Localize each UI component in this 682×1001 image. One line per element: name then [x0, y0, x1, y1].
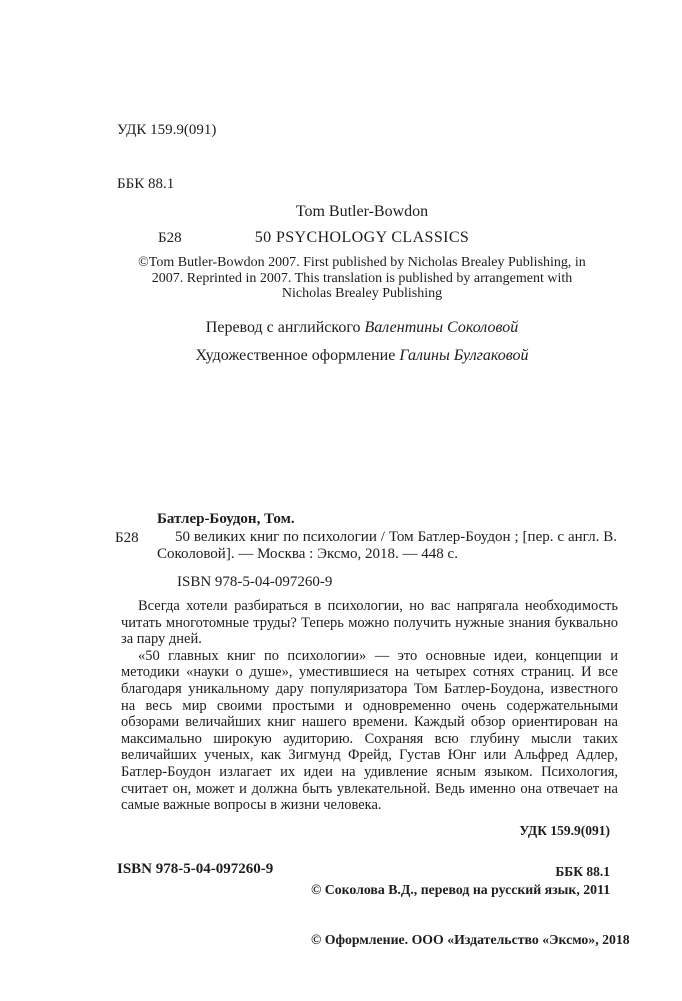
original-edition-block [92, 203, 632, 302]
footer-copyright-block [311, 849, 630, 981]
catalog-isbn: ISBN 978-5-04-097260-9 [177, 573, 333, 590]
original-copyright-notice: ©Tom Butler-Bowdon 2007. First published by Nicholas Brealey Publishing, in 2007. Reprinted in 2007. This translation is published by arrangement with Nicholas Brealey Publishing [138, 255, 586, 302]
bottom-udk-code: УДК 159.9(091) [519, 823, 610, 838]
designer-name: Галины Булгаковой [399, 347, 529, 364]
author-sign: Б28 [158, 230, 182, 246]
original-author: Tom Butler-Bowdon [295, 203, 429, 220]
credits-block [92, 319, 632, 365]
copyright-design-line: © Оформление. ООО «Издательство «Эксмо», 2018 [311, 931, 630, 947]
design-credit [92, 347, 632, 365]
bottom-bbk-code: ББК 88.1 [555, 863, 610, 879]
annotation-block [121, 598, 618, 814]
original-title: 50 PSYCHOLOGY CLASSICS [254, 229, 470, 246]
catalog-body [157, 511, 617, 591]
annotation-paragraph-1: Всегда хотели разбираться в психологии, но вас напрягала необходимость читать многотомные труды? Теперь можно получить нужные знания буквально за пару дней. [121, 598, 618, 648]
design-credit-label: Художественное оформление [195, 347, 396, 364]
catalog-entry [117, 511, 617, 591]
catalog-author-sign: Б28 [115, 530, 139, 546]
translator-name: Валентины Соколовой [364, 319, 519, 336]
bbk-code: ББК 88.1 [117, 176, 175, 192]
footer-isbn: ISBN 978-5-04-097260-9 [117, 861, 274, 877]
catalog-author-heading: Батлер-Боудон, Том. [157, 511, 295, 527]
copyright-translation-line: © Соколова В.Д., перевод на русский язык, 2011 [311, 882, 611, 897]
annotation-paragraph-2: «50 главных книг по психологии» — это основные идеи, концепции и методики «науки о душе», уместившиеся на четырех сотнях страниц. И все благодаря уникальному дару популяризатора Том Батлер-Боудона, известного на весь мир своими простыми и одновременно очень содержательными обзорами величайших книг нашего времени. Каждый обзор ориентирован на максимально широкую аудиторию. Сохраняя всю глубину мысли таких величайших ученых, как Зигмунд Фрейд, Густав Юнг или Альфред Адлер, Батлер-Боудон излагает их идеи на удивление ясным языком. Психология, считает он, может и должна быть увлекательной. Ведь именно она отвечает на самые важные вопросы в жизни человека. [121, 647, 618, 814]
udk-code: УДК 159.9(091) [117, 122, 217, 138]
catalog-description: 50 великих книг по психологии / Том Батлер-Боудон ; [пер. с англ. В. Соколовой]. — Москва : Эксмо, 2018. — 448 с. [157, 528, 617, 562]
translation-credit-label: Перевод с английского [205, 319, 361, 336]
translation-credit [92, 319, 632, 337]
